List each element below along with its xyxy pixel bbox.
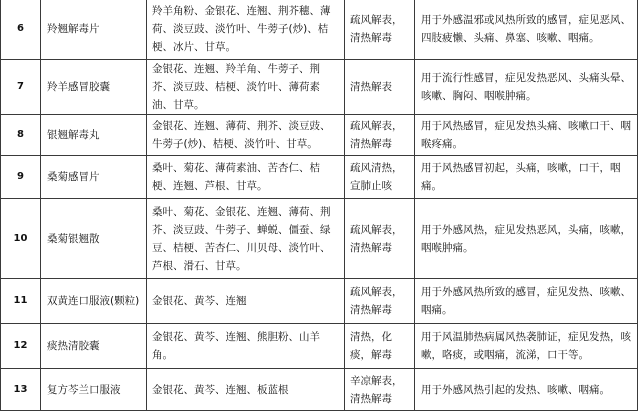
indication: 用于风温肺热病属风热袭肺证，症见发热，咳嗽，咯痰，或咽痛，流涕，口干等。	[415, 324, 638, 369]
composition: 桑叶、菊花、金银花、连翘、薄荷、荆芥、淡豆豉、牛蒡子、蝉蜕、僵蚕、绿豆、桔梗、苦杏仁、川贝母、淡竹叶、芦根、滑石、甘草。	[147, 199, 345, 279]
row-number: 8	[1, 115, 41, 156]
function: 清热，化痰，解毒	[345, 324, 415, 369]
medicine-name: 双黄连口服液(颗粒)	[41, 279, 147, 324]
composition: 金银花、连翘、羚羊角、牛蒡子、荆芥、淡豆豉、桔梗、淡竹叶、薄荷素油、甘草。	[147, 60, 345, 115]
indication: 用于外感风热所致的感冒，症见发热、咳嗽、咽痛。	[415, 279, 638, 324]
composition: 桑叶、菊花、薄荷素油、苦杏仁、桔梗、连翘、芦根、甘草。	[147, 156, 345, 199]
function: 疏风解表，清热解毒	[345, 199, 415, 279]
table-row	[1, 369, 638, 411]
table-row	[1, 60, 638, 115]
table-row	[1, 156, 638, 199]
function: 疏风清热，宣肺止咳	[345, 156, 415, 199]
table-row	[1, 199, 638, 279]
row-number: 12	[1, 324, 41, 369]
indication: 用于外感风热引起的发热、咳嗽、咽痛。	[415, 369, 638, 411]
row-number: 10	[1, 199, 41, 279]
medicine-name: 痰热清胶囊	[41, 324, 147, 369]
indication: 用于流行性感冒，症见发热恶风、头痛头晕、咳嗽、胸闷、咽喉肿痛。	[415, 60, 638, 115]
composition: 金银花、黄芩、连翘	[147, 279, 345, 324]
medicine-name: 羚羊感冒胶囊	[41, 60, 147, 115]
row-number: 6	[1, 0, 41, 60]
composition: 金银花、连翘、薄荷、荆芥、淡豆豉、牛蒡子(炒)、桔梗、淡竹叶、甘草。	[147, 115, 345, 156]
row-number: 9	[1, 156, 41, 199]
row-number: 7	[1, 60, 41, 115]
indication: 用于风热感冒，症见发热头痛、咳嗽口干、咽喉疼痛。	[415, 115, 638, 156]
table-row	[1, 279, 638, 324]
composition: 金银花、黄芩、连翘、熊胆粉、山羊角。	[147, 324, 345, 369]
table-row	[1, 324, 638, 369]
row-number: 13	[1, 369, 41, 411]
medicine-name: 羚翘解毒片	[41, 0, 147, 60]
indication: 用于风热感冒初起，头痛，咳嗽，口干，咽痛。	[415, 156, 638, 199]
table-row	[1, 115, 638, 156]
medicine-name: 复方芩兰口服液	[41, 369, 147, 411]
function: 清热解表	[345, 60, 415, 115]
indication: 用于外感风热，症见发热恶风，头痛，咳嗽，咽喉肿痛。	[415, 199, 638, 279]
function: 辛凉解表，清热解毒	[345, 369, 415, 411]
composition: 金银花、黄芩、连翘、板蓝根	[147, 369, 345, 411]
medicine-name: 银翘解毒丸	[41, 115, 147, 156]
function: 疏风解表，清热解毒	[345, 115, 415, 156]
table-row	[1, 0, 638, 60]
function: 疏风解表，清热解毒	[345, 279, 415, 324]
medicine-name: 桑菊银翘散	[41, 199, 147, 279]
composition: 羚羊角粉、金银花、连翘、荆芥穗、薄荷、淡豆豉、淡竹叶、牛蒡子(炒)、桔梗、冰片、甘草。	[147, 0, 345, 60]
row-number: 11	[1, 279, 41, 324]
function: 疏风解表，清热解毒	[345, 0, 415, 60]
indication: 用于外感温邪或风热所致的感冒，症见恶风、四肢疲懒、头痛、鼻塞、咳嗽、咽痛。	[415, 0, 638, 60]
medicine-name: 桑菊感冒片	[41, 156, 147, 199]
